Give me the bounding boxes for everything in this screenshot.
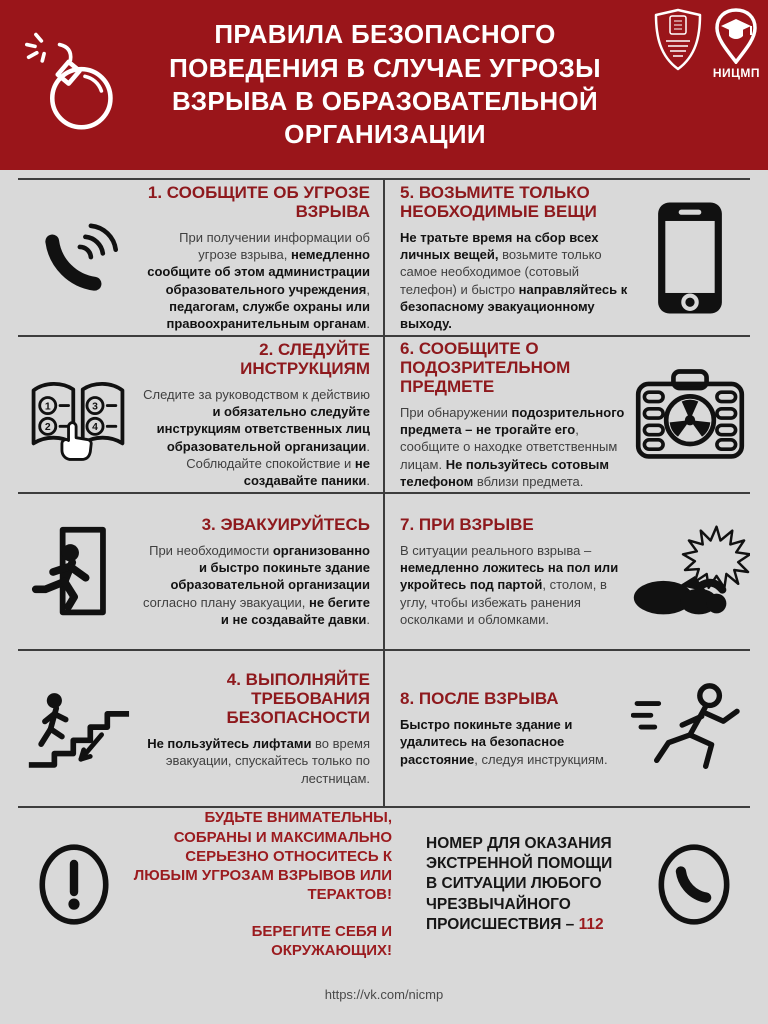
- vk-url: https://vk.com/nicmp: [324, 987, 444, 1002]
- section-title: 3. ЭВАКУИРУЙТЕСЬ: [201, 514, 370, 534]
- section-title: 8. ПОСЛЕ ВЗРЫВА: [400, 689, 559, 709]
- run-away-icon: [630, 680, 750, 778]
- warning-text: [130, 808, 392, 960]
- emergency-number-text: НОМЕР ДЛЯ ОКАЗАНИЯ ЭКСТРЕННОЙ ПОМОЩИ В СИТУАЦИИ ЛЮБОГО ЧРЕЗВЫЧАЙНОГО ПРОИСШЕСТВИЯ – 112: [426, 835, 613, 933]
- section-title: 2. СЛЕДУЙТЕ ИНСТРУКЦИЯМ: [240, 339, 370, 378]
- svg-text:2: 2: [44, 421, 51, 433]
- svg-text:4: 4: [92, 421, 98, 433]
- section-5: [384, 180, 750, 335]
- section-title: 1. СООБЩИТЕ ОБ УГРОЗЕ ВЗРЫВА: [147, 182, 370, 221]
- antiterror-shield-emblem-icon: [652, 8, 704, 72]
- phone-call-icon: [18, 212, 138, 304]
- instructions-book-icon: [18, 367, 138, 463]
- emergency-exit-icon: [18, 522, 138, 622]
- vertical-divider: [383, 178, 385, 806]
- section-body: Следите за руководством к действию и обязательно следуйте инструкциям ответственных лиц образовательной организации. Соблюдайте спокойствие и не создавайте паники.: [143, 386, 370, 489]
- section-6: [384, 337, 750, 492]
- svg-text:3: 3: [92, 400, 98, 412]
- section-body: В ситуации реального взрыва – немедленно ложитесь на пол или укройтесь под партой, столом, в углу, чтобы избежать ранения осколками и обломками.: [400, 542, 619, 627]
- section-1: [18, 180, 384, 335]
- smartphone-icon: [630, 199, 750, 317]
- exclamation-circle-icon: [18, 840, 130, 930]
- nicmp-logo: [713, 8, 760, 80]
- graduation-cap-pin-icon: [713, 8, 759, 64]
- header: [0, 0, 768, 170]
- section-7: [384, 494, 750, 649]
- section-title: 6. СООБЩИТЕ О ПОДОЗРИТЕЛЬНОМ ПРЕДМЕТЕ: [400, 338, 571, 396]
- bomb-icon: [0, 31, 150, 139]
- section-8: [384, 651, 750, 806]
- section-2: [18, 337, 384, 492]
- svg-text:1: 1: [44, 400, 51, 412]
- warning-secondary: БЕРЕГИТЕ СЕБЯ И ОКРУЖАЮЩИХ!: [251, 923, 392, 960]
- stairs-down-icon: [18, 681, 138, 777]
- warning-main: БУДЬТЕ ВНИМАТЕЛЬНЫ, СОБРАНЫ И МАКСИМАЛЬНО СЕРЬЕЗНО ОТНОСИТЕСЬ К ЛЮБЫМ УГРОЗАМ ВЗРЫВОВ ИЛИ ТЕРАКТОВ!: [133, 809, 392, 904]
- section-title: 4. ВЫПОЛНЯЙТЕ ТРЕБОВАНИЯ БЕЗОПАСНОСТИ: [226, 670, 370, 728]
- section-body: При необходимости организованно и быстро покиньте здание образовательной организации согласно плану эвакуации, не бегите и не создавайте давки.: [142, 542, 370, 627]
- poster-title: ПРАВИЛА БЕЗОПАСНОГО ПОВЕДЕНИЯ В СЛУЧАЕ УГРОЗЫ ВЗРЫВА В ОБРАЗОВАТЕЛЬНОЙ ОРГАНИЗАЦИИ: [169, 19, 601, 150]
- section-body: Быстро покиньте здание и удалитесь на безопасное расстояние, следуя инструкциям.: [400, 717, 608, 767]
- logo-group: [652, 8, 760, 80]
- section-body: Не пользуйтесь лифтами во время эвакуации, спускайтесь только по лестницам.: [147, 736, 370, 786]
- footer: [18, 806, 750, 961]
- section-title: 7. ПРИ ВЗРЫВЕ: [400, 514, 534, 534]
- section-title: 5. ВОЗЬМИТЕ ТОЛЬКО НЕОБХОДИМЫЕ ВЕЩИ: [400, 182, 597, 221]
- section-3: [18, 494, 384, 649]
- nicmp-logo-label: НИЦМП: [712, 66, 760, 80]
- suspicious-package-icon: [630, 367, 750, 463]
- section-4: [18, 651, 384, 806]
- phone-circle-icon: [638, 840, 750, 930]
- section-body: При обнаружении подозрительного предмета – не трогайте его, сообщите о находке ответственным лицам. Не пользуйтесь сотовым телефоном вблизи предмета.: [400, 404, 625, 489]
- section-body: При получении информации об угрозе взрыва, немедленно сообщите об этом администрации образовательного учреждения, педагогам, службе охраны или правоохранительным органам.: [147, 229, 370, 332]
- rules-grid: [18, 178, 750, 806]
- duck-and-cover-icon: [622, 522, 750, 622]
- section-body: Не тратьте время на сбор всех личных вещей, возьмите только самое необходимое (сотовый телефон) и быстро направляйтесь к безопасному эвакуационному выходу.: [400, 229, 628, 332]
